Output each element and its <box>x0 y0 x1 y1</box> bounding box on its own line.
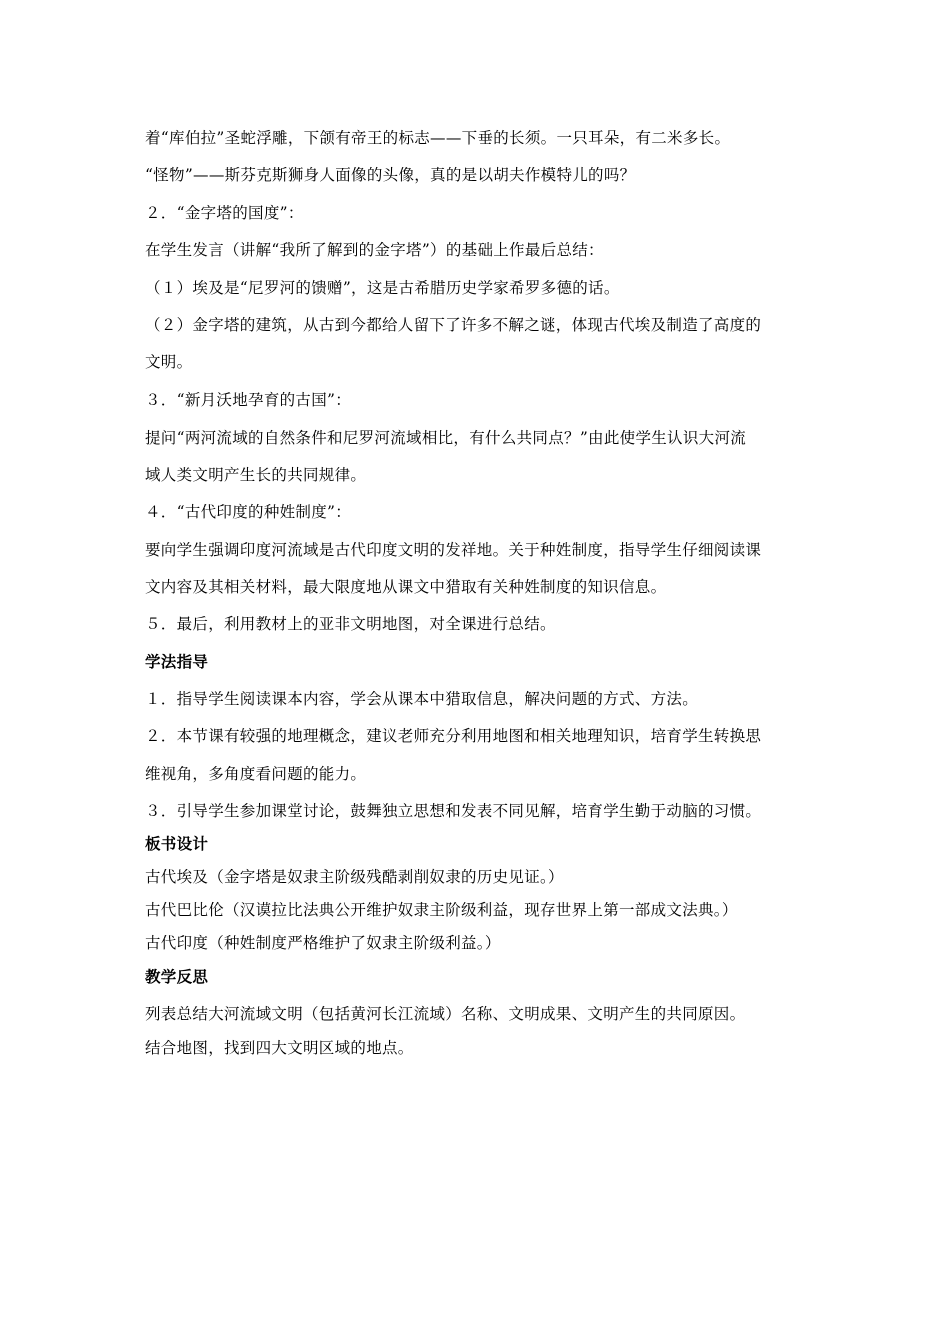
board-design-line: 古代埃及（金字塔是奴隶主阶级残酷剥削奴隶的历史见证。） <box>145 868 564 886</box>
body-line: ３．“新月沃地孕育的古国”： <box>145 391 352 409</box>
body-line: 着“库伯拉”圣蛇浮雕，下颌有帝王的标志——下垂的长须。一只耳朵，有二米多长。 <box>145 129 731 147</box>
board-design-line: 古代巴比伦（汉谟拉比法典公开维护奴隶主阶级利益，现存世界上第一部成文法典。） <box>145 901 738 919</box>
body-line: ２．“金字塔的国度”： <box>145 204 304 222</box>
body-line: ４．“古代印度的种姓制度”： <box>145 503 352 521</box>
study-method-line: ３．引导学生参加课堂讨论，鼓舞独立思想和发表不同见解，培育学生勤于动脑的习惯。 <box>145 802 762 820</box>
body-line: 提问“两河流域的自然条件和尼罗河流域相比，有什么共同点？”由此使学生认识大河流 <box>145 429 747 447</box>
study-method-line: １．指导学生阅读课本内容，学会从课本中猎取信息，解决问题的方式、方法。 <box>145 690 699 708</box>
section-heading-reflection: 教学反思 <box>145 968 209 986</box>
body-line: 要向学生强调印度河流域是古代印度文明的发祥地。关于种姓制度，指导学生仔细阅读课 <box>145 541 762 559</box>
body-line: ５．最后，利用教材上的亚非文明地图，对全课进行总结。 <box>145 615 556 633</box>
body-line: “怪物”——斯芬克斯狮身人面像的头像，真的是以胡夫作模特儿的吗？ <box>145 166 636 184</box>
section-heading-study-method: 学法指导 <box>145 653 209 671</box>
body-line: （２）金字塔的建筑，从古到今都给人留下了许多不解之谜，体现古代埃及制造了高度的 <box>145 316 762 334</box>
body-line: （１）埃及是“尼罗河的馈赠”，这是古希腊历史学家希罗多德的话。 <box>145 279 620 297</box>
study-method-line: ２．本节课有较强的地理概念，建议老师充分利用地图和相关地理知识，培育学生转换思 <box>145 727 762 745</box>
reflection-line: 结合地图，找到四大文明区域的地点。 <box>145 1039 414 1057</box>
board-design-line: 古代印度（种姓制度严格维护了奴隶主阶级利益。） <box>145 934 501 952</box>
reflection-line: 列表总结大河流域文明（包括黄河长江流域）名称、文明成果、文明产生的共同原因。 <box>145 1005 746 1023</box>
body-line: 在学生发言（讲解“我所了解到的金字塔”）的基础上作最后总结： <box>145 241 604 259</box>
body-line: 文明。 <box>145 353 193 371</box>
body-line: 文内容及其相关材料，最大限度地从课文中猎取有关种姓制度的知识信息。 <box>145 578 667 596</box>
section-heading-board-design: 板书设计 <box>145 835 209 853</box>
body-line: 域人类文明产生长的共同规律。 <box>145 466 367 484</box>
study-method-line: 维视角，多角度看问题的能力。 <box>145 765 367 783</box>
